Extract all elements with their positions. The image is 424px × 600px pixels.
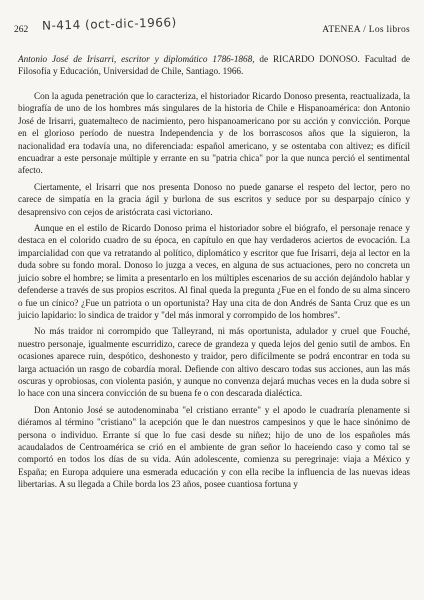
paragraph: Con la aguda penetración que lo caracteriza, el historiador Ricardo Donoso presenta, reactualizada, la biografía de uno de los hombres más singulares de la historia de Chile e Hispanoamérica: don Antonio José de Irisarri, guatemalteco de nacimiento, pero hispanoamericano por su acción y convicción. Porque en el glorioso período de nuestra Independencia y de los borrascosos años que la siguieron, la nacionalidad era todavía una, no diferenciada: español americano, y se ostentaba con altivez; es difícil encuadrar a este personaje múltiple y errante en su "patria chica" por la que nunca perció el sentimental afecto. bbox=[18, 91, 410, 176]
page-number: 262 bbox=[14, 25, 29, 35]
paragraph: Ciertamente, el Irisarri que nos presenta Donoso no puede ganarse el respeto del lector, pero no carece de simpatía en la gracia ágil y burlona de sus escritos y seduce por su desparpajo cínico y desaprensivo con cejos de aristócrata casi victoriano. bbox=[18, 181, 410, 217]
citation-title: Antonio José de Irisarri, escritor y diplomático 1786-1868, bbox=[18, 54, 255, 64]
running-head: ATENEA / Los libros bbox=[322, 25, 410, 35]
paragraph: No más traidor ni corrompido que Talleyrand, ni más oportunista, adulador y cruel que Fouché, nuestro personaje, igualmente escurridizo, carece de grandeza y queda lejos del genio sutil de ambos. En ocasiones aparece ruin, despótico, deshonesto y traidor, pero difícilmente se podrá encontrar en toda su larga actuación un rasgo de cobardía moral. Defiende con altivo descaro todas sus acciones, aun las más oscuras y oprobiosas, con violenta pasión, y aunque no convenza dejará muchas veces en la duda sobre si lo hace con una sincera convicción de su buena fe o con descarada dialéctica. bbox=[18, 326, 410, 399]
handwritten-note: N-414 (oct-dic-1966) bbox=[41, 15, 177, 33]
book-citation bbox=[18, 53, 410, 78]
paragraph: Don Antonio José se autodenominaba "el cristiano errante" y el apodo le cuadraría plenamente si diéramos al término "cristiano" la acepción que le dan nuestros campesinos y que le hace sinónimo de persona o individuo. Errante sí que lo fue casi desde su niñez; hijo de uno de los españoles más acaudalados de Centroamérica se crió en el ambiente de gran señor lo haceiendo caso y como tal se comportó en todos los días de su vida. Aún adolescente, comienza su peregrinaje: viaja a México y España; en Europa adquiere una esmerada educación y con ella recibe la influencia de las nuevas ideas libertarias. A su llegada a Chile borda los 23 años, posee cuantiosa fortuna y bbox=[18, 404, 410, 490]
citation-details: de RICARDO DONOSO. Facultad de Filosofía y Educación, Universidad de Chile, Santiago. 1966. bbox=[18, 54, 410, 77]
paragraph: Aunque en el estilo de Ricardo Donoso prima el historiador sobre el biógrafo, el personaje renace y destaca en el colorido cuadro de su época, en capítulo en que hay verdaderos aciertos de evocación. La imparcialidad con que va retratando al político, diplomático y escritor que fue Irisarri, deja al lector en la duda sobre su fondo moral. Donoso lo juzga a veces, en alguna de sus actuaciones, pero no concreta un juicio sobre el hombre; se limita a presentarlo en los múltiples escenarios de su acción dejándolo hablar y defenderse a través de sus propios escritos. Al final queda la pregunta ¿Fue en el fondo de su alma sincero o fue un cínico? ¿Fue un patriota o un oportunista? Hay una cita de don Andrés de Santa Cruz que es un juicio lapidario: lo sindica de traidor y "del más inmoral y corrompido de los hombres". bbox=[18, 223, 410, 320]
page-header bbox=[14, 15, 410, 39]
review-body bbox=[18, 90, 410, 491]
